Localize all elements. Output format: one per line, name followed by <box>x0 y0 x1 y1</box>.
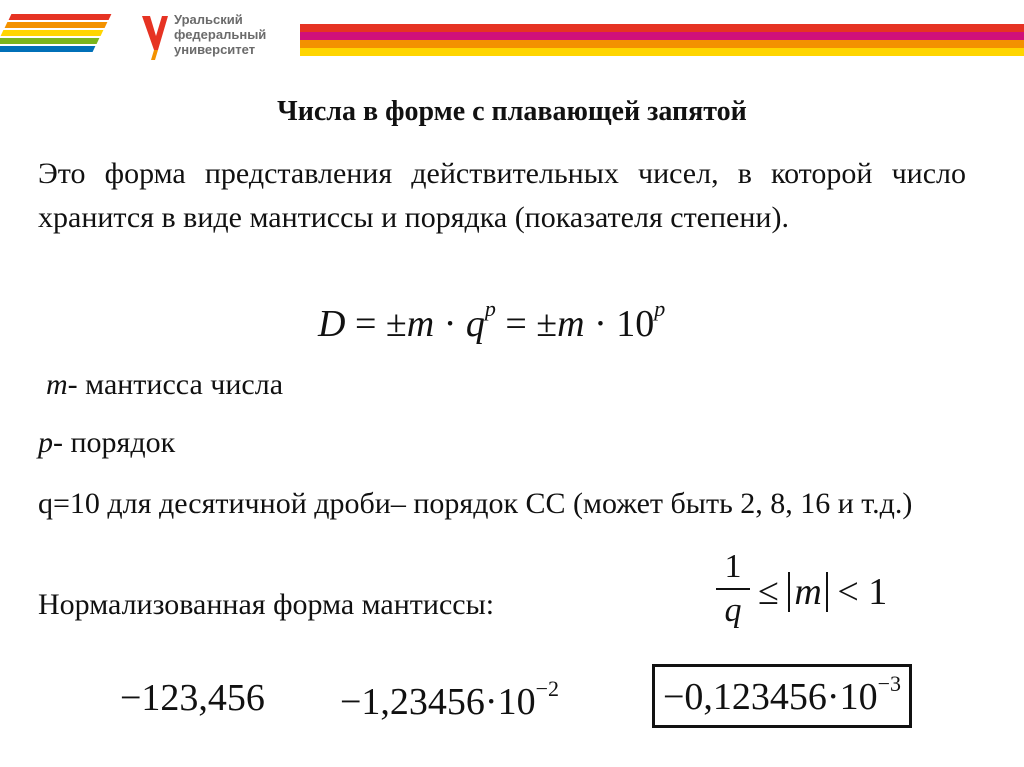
order-definition <box>38 426 175 460</box>
university-name <box>174 12 266 57</box>
normalization-inequality <box>758 570 887 614</box>
abs-m <box>788 572 827 612</box>
example-3-boxed <box>652 664 912 728</box>
logo-line-1: Уральский <box>174 12 243 27</box>
formula-ten: · 10 <box>584 303 655 345</box>
example-3-exp: −3 <box>877 671 902 696</box>
one-over-q-fraction <box>716 548 750 630</box>
university-logo-icon <box>140 12 170 62</box>
logo-line-3: университет <box>174 42 256 57</box>
left-stripes <box>0 14 118 60</box>
abs-m-symbol: m <box>794 571 822 613</box>
formula-dot1: · <box>434 303 466 345</box>
fraction-bar <box>716 588 750 590</box>
normalized-label: Нормализованная форма мантиссы: <box>38 588 495 621</box>
main-formula <box>318 296 665 346</box>
formula-d: D <box>318 303 346 345</box>
mantissa-text: - мантисса числа <box>67 368 284 401</box>
example-1 <box>120 676 265 720</box>
example-1-base: −123,456 <box>120 677 265 719</box>
example-3-box <box>652 664 912 728</box>
formula-eq1: = ± <box>345 303 407 345</box>
formula-m1: m <box>406 303 435 345</box>
formula-q: q <box>465 303 485 345</box>
mantissa-symbol: m <box>46 368 68 401</box>
formula-eq2: = ± <box>495 303 558 345</box>
formula-m2: m <box>557 303 585 345</box>
lt-one: < 1 <box>827 571 888 613</box>
right-stripes <box>300 22 1024 62</box>
le-sign: ≤ <box>758 571 789 613</box>
formula-p2: p <box>654 296 666 321</box>
base-definition: q=10 для десятичной дроби– порядок СС (может быть 2, 8, 16 и т.д.) <box>38 487 913 520</box>
example-2 <box>340 676 559 724</box>
slide-title: Числа в форме с плавающей запятой <box>277 96 747 127</box>
logo-line-2: федеральный <box>174 27 267 42</box>
fraction-denominator: q <box>724 592 742 629</box>
example-2-base: −1,23456·10 <box>340 681 536 723</box>
intro-paragraph: Это форма представления действительных чисел, в которой число хранится в виде мантиссы и порядка (показателя степени). <box>38 157 966 234</box>
fraction-numerator: 1 <box>724 548 742 585</box>
formula-p1: p <box>484 296 496 321</box>
mantissa-definition <box>46 368 283 402</box>
example-2-exp: −2 <box>535 676 560 701</box>
order-symbol: p <box>38 426 53 459</box>
order-text: - порядок <box>53 426 176 459</box>
example-3-base: −0,123456·10 <box>663 676 878 718</box>
